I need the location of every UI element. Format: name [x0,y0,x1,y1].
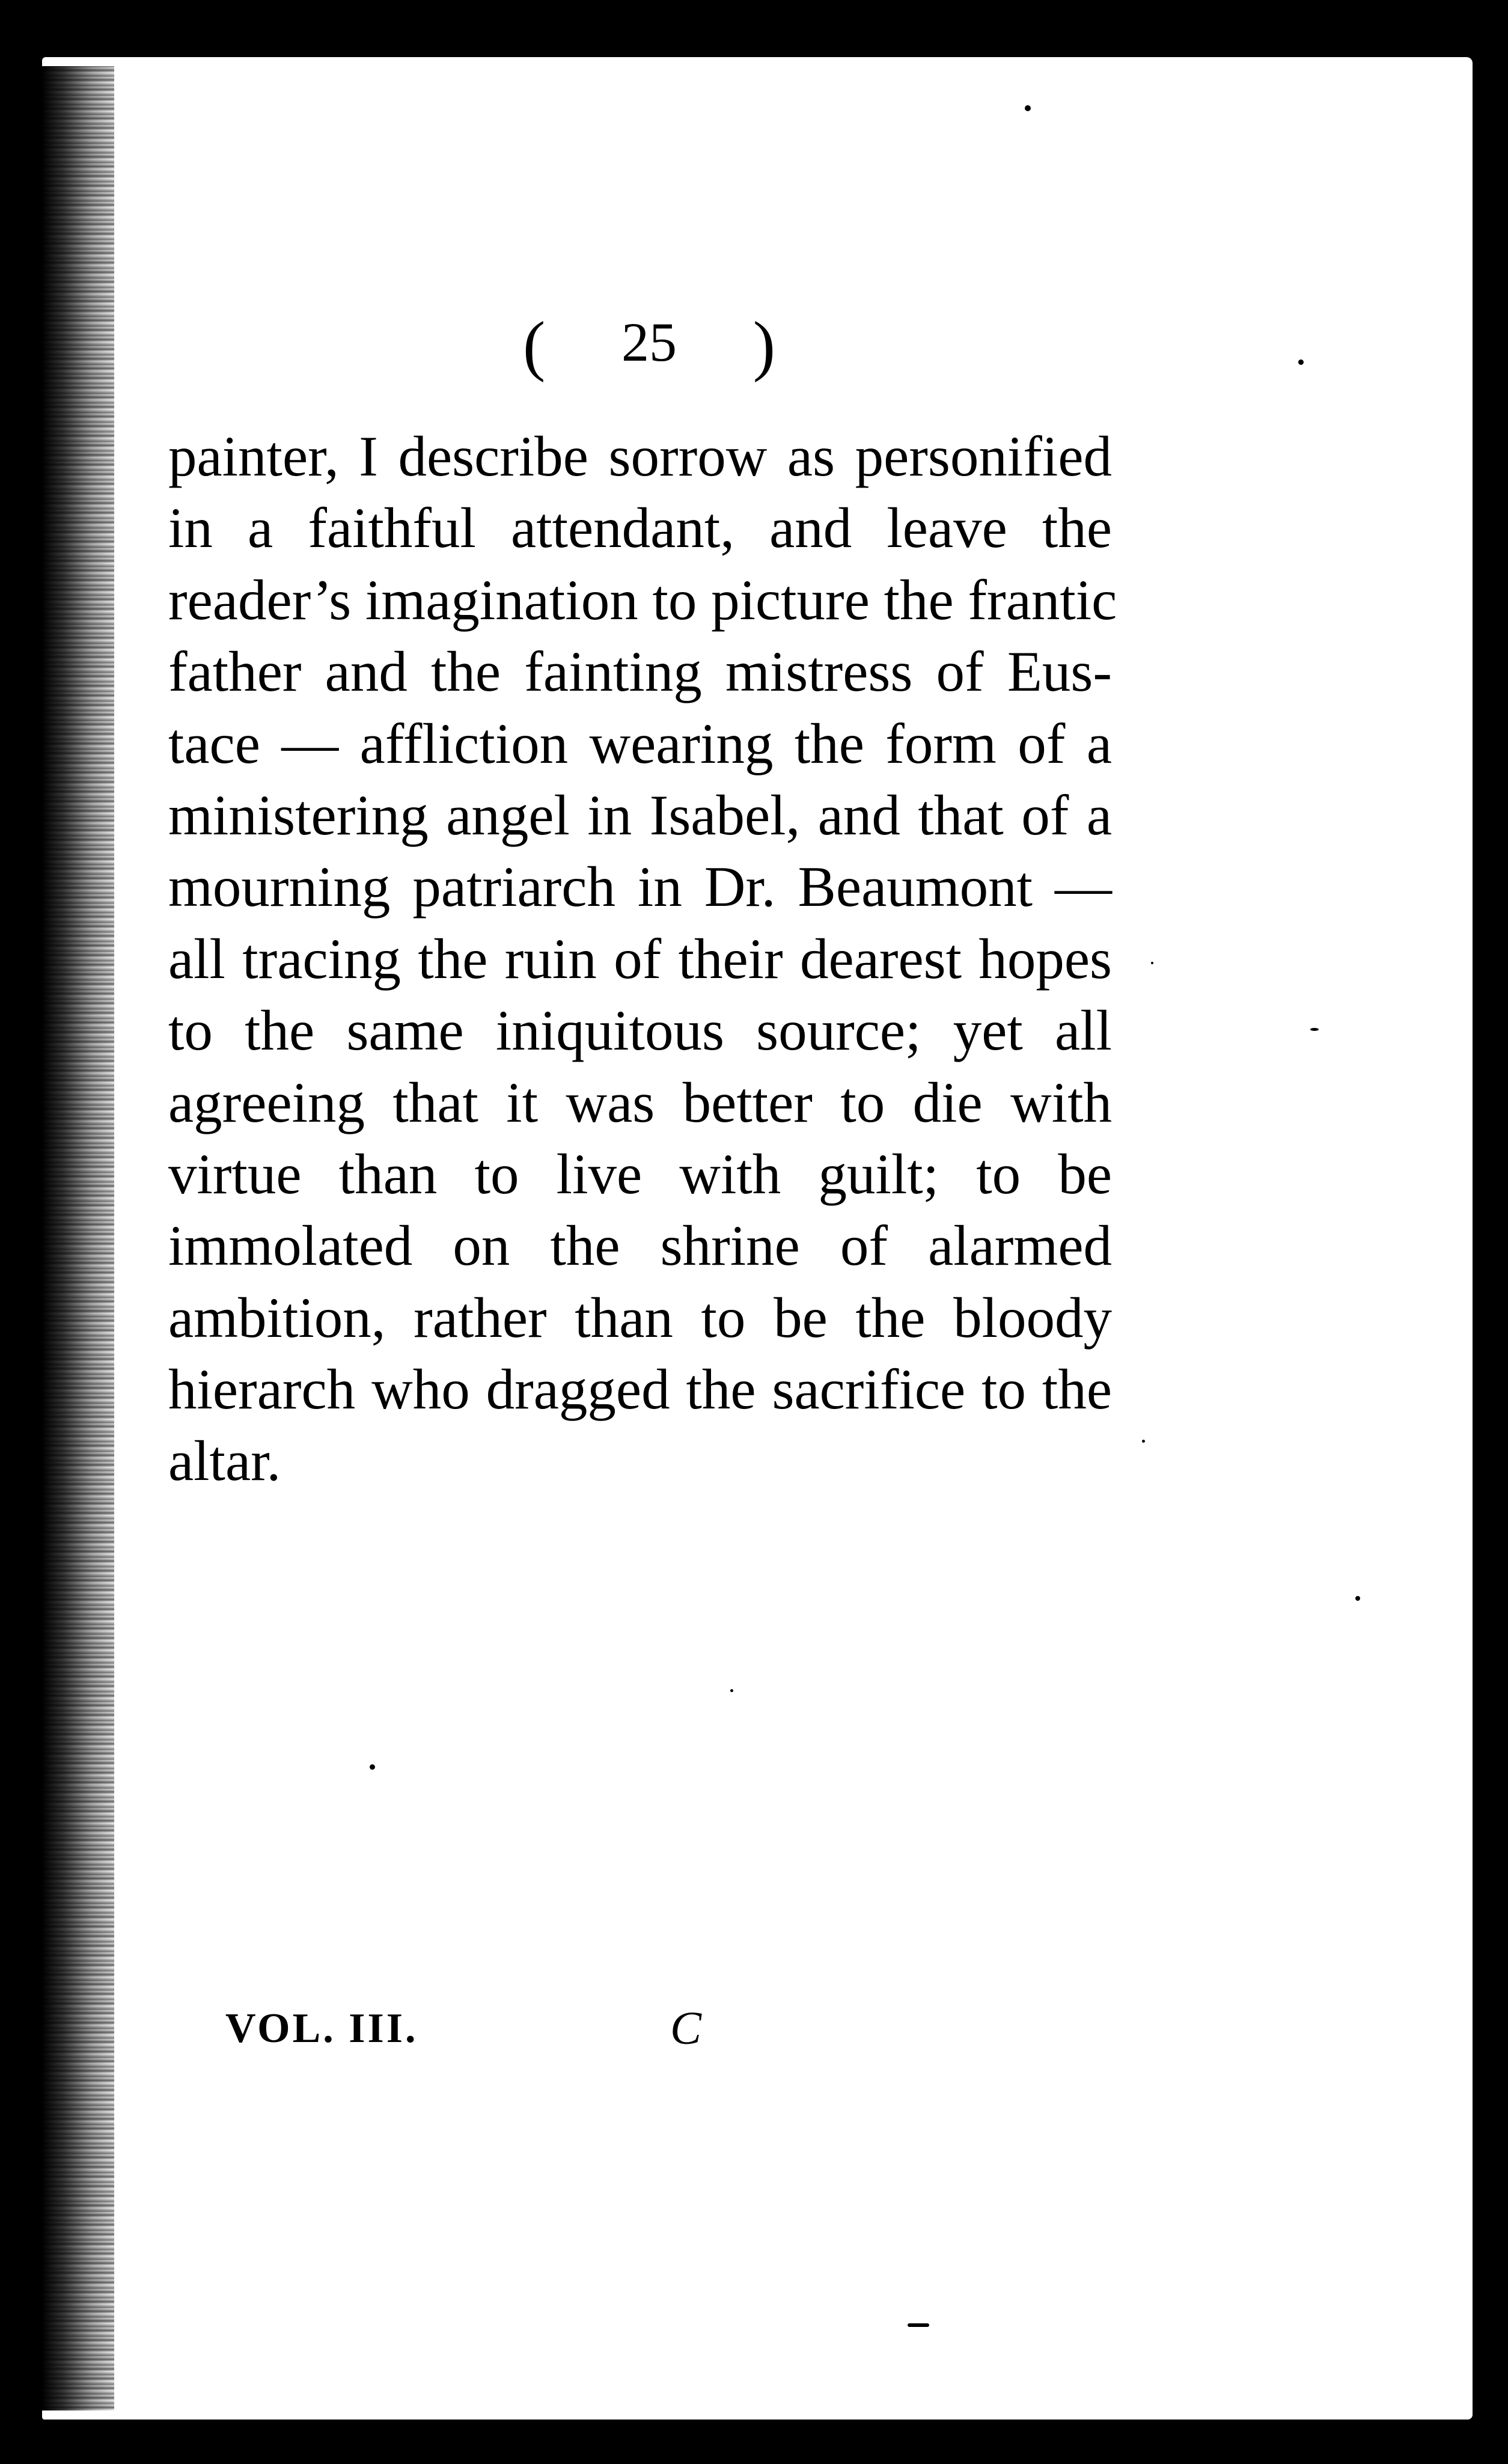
body-text [168,421,1117,1497]
text-line: reader’s imagination to picture the frantic [168,567,1117,632]
scan-speck [1142,1440,1145,1443]
page-number-open-paren: ( [523,308,546,383]
text-line: hierarch who dragged the sacrifice to the [168,1357,1112,1422]
text-line: ambition, rather than to be the bloody [168,1285,1112,1350]
signature-mark: C [670,2002,702,2054]
page-footer [225,2002,887,2077]
scan-speck [370,1764,375,1770]
text-line-final: altar. [168,1429,281,1493]
scan-speck [908,2323,929,2327]
text-line: ministering angel in Isabel, and that of a [168,783,1112,847]
scan-speck [1310,1028,1319,1031]
page-number [523,301,775,391]
scan-speck [1151,962,1153,964]
text-line: virtue than to live with guilt; to be [168,1142,1112,1206]
page-number-close-paren: ) [752,308,775,383]
text-line: all tracing the ruin of their dearest hopes [168,926,1112,991]
scan-speck [730,1689,733,1692]
text-line: father and the fainting mistress of Eus- [168,640,1112,704]
scan-speck [1025,105,1031,111]
text-line: to the same iniquitous source; yet all [168,998,1112,1063]
text-line: painter, I describe sorrow as personified [168,424,1112,488]
text-line: in a faithful attendant, and leave the [168,496,1112,560]
volume-label: VOL. III. [225,2005,418,2052]
page-number-value: 25 [621,311,677,373]
text-line: immolated on the shrine of alarmed [168,1214,1112,1278]
scan-speck [1298,359,1304,365]
text-line: agreeing that it was better to die with [168,1070,1112,1134]
text-line: tace — affliction wearing the form of a [168,711,1112,775]
text-line: mourning patriarch in Dr. Beaumont — [168,855,1112,919]
binding-gutter [42,66,114,2411]
scan-speck [1355,1596,1360,1601]
